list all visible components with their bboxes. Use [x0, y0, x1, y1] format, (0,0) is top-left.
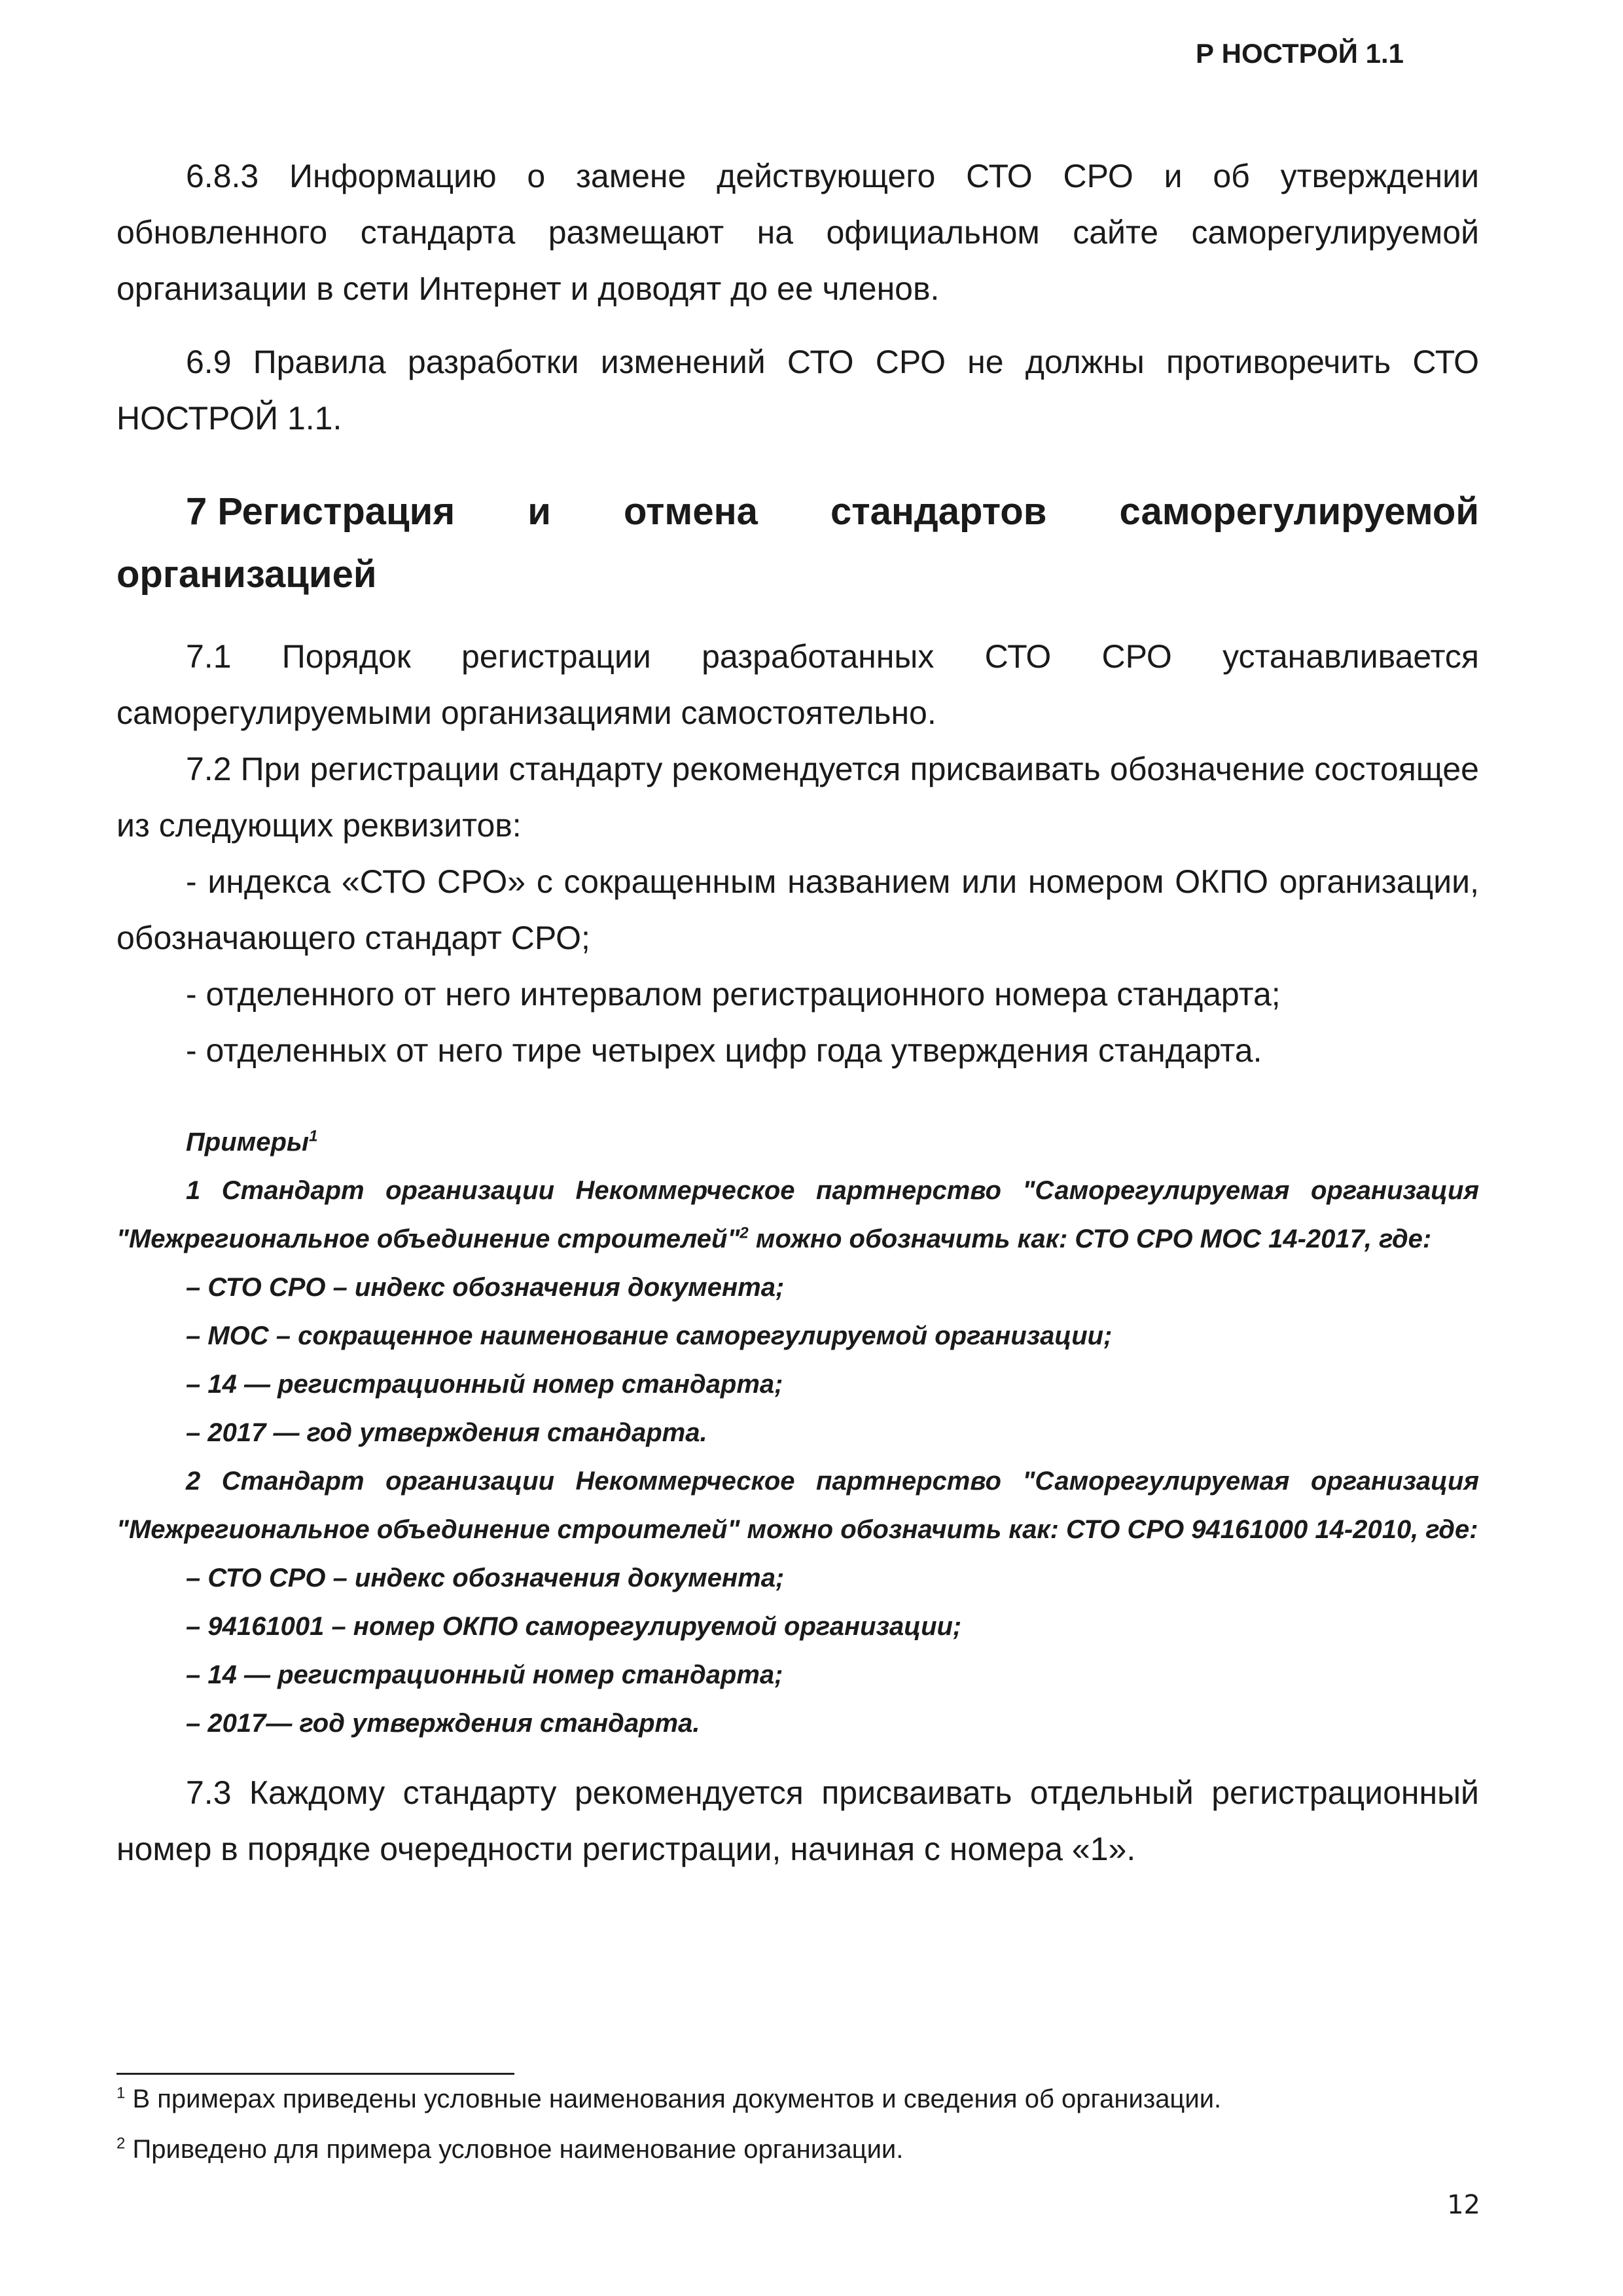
paragraph-7-1: 7.1 Порядок регистрации разработанных СТО СРО устанавливается саморегулируемыми организациями самостоятельно.	[116, 638, 1479, 731]
example-line: – 2017— год утверждения стандарта.	[186, 1709, 700, 1738]
example-line: – 94161001 – номер ОКПО саморегулируемой организации;	[186, 1612, 962, 1641]
example-line: – МОС – сокращенное наименование саморегулируемой организации;	[186, 1321, 1113, 1350]
footnote-text: Приведено для примера условное наименование организации.	[125, 2135, 904, 2164]
paragraph-7-2: 7.2 При регистрации стандарту рекомендуется присваивать обозначение состоящее из следующих реквизитов:	[116, 751, 1479, 844]
example-line: – СТО СРО – индекс обозначения документа;	[186, 1273, 785, 1302]
example-line: – 14 — регистрационный номер стандарта;	[186, 1660, 783, 1689]
footnote-number: 2	[116, 2134, 126, 2153]
paragraph-7-3: 7.3 Каждому стандарту рекомендуется присваивать отдельный регистрационный номер в порядке очередности регистрации, начиная с номера «1».	[116, 1774, 1479, 1867]
heading-word: отмена	[624, 490, 758, 533]
page-number: 12	[1447, 2190, 1480, 2220]
heading-word: стандартов	[830, 490, 1047, 533]
footnote-text: В примерах приведены условные наименования документов и сведения об организации.	[125, 2085, 1222, 2113]
footnote-2	[116, 2135, 1479, 2164]
example-1	[116, 1166, 1479, 1263]
section-7-heading	[116, 480, 1479, 606]
page-content	[116, 148, 1479, 1877]
heading-word: 7 Регистрация	[186, 490, 455, 533]
footnote-ref: 2	[740, 1224, 749, 1242]
example-line: – 2017 — год утверждения стандарта.	[186, 1418, 707, 1447]
footnote-1	[116, 2085, 1479, 2114]
example-1-text: 1 Стандарт организации Некоммерческое партнерство "Саморегулируемая организация "Межрегиональное объединение строителей"	[116, 1176, 1479, 1253]
example-line: – 14 — регистрационный номер стандарта;	[186, 1370, 783, 1399]
paragraph-6-9: 6.9 Правила разработки изменений СТО СРО не должны противоречить СТО НОСТРОЙ 1.1.	[116, 344, 1479, 437]
example-1-text-cont: можно обозначить как: СТО СРО МОС 14-2017, где:	[748, 1225, 1432, 1253]
list-item: - отделенного от него интервалом регистрационного номера стандарта;	[186, 976, 1281, 1013]
heading-line-2: организацией	[116, 553, 377, 596]
heading-word: и	[527, 490, 551, 533]
footnote-number: 1	[116, 2084, 126, 2102]
example-line: – СТО СРО – индекс обозначения документа;	[186, 1564, 785, 1592]
example-2: 2 Стандарт организации Некоммерческое партнерство "Саморегулируемая организация "Межрегиональное объединение строителей" можно обозначить как: СТО СРО 94161000 14-2010, где:	[116, 1467, 1479, 1544]
examples-title-text: Примеры	[186, 1128, 310, 1157]
footnote-divider	[116, 2073, 514, 2075]
footnote-ref: 1	[309, 1127, 318, 1145]
document-header: Р НОСТРОЙ 1.1	[1196, 38, 1404, 69]
paragraph-6-8-3: 6.8.3 Информацию о замене действующего СТО СРО и об утверждении обновленного стандарта размещают на официальном сайте саморегулируемой организации в сети Интернет и доводят до ее членов.	[116, 158, 1479, 307]
list-item: - индекса «СТО СРО» с сокращенным названием или номером ОКПО организации, обозначающего стандарт СРО;	[116, 863, 1479, 956]
list-item: - отделенных от него тире четырех цифр года утверждения стандарта.	[186, 1032, 1262, 1069]
examples-title	[116, 1118, 1479, 1166]
heading-word: саморегулируемой	[1119, 490, 1479, 533]
